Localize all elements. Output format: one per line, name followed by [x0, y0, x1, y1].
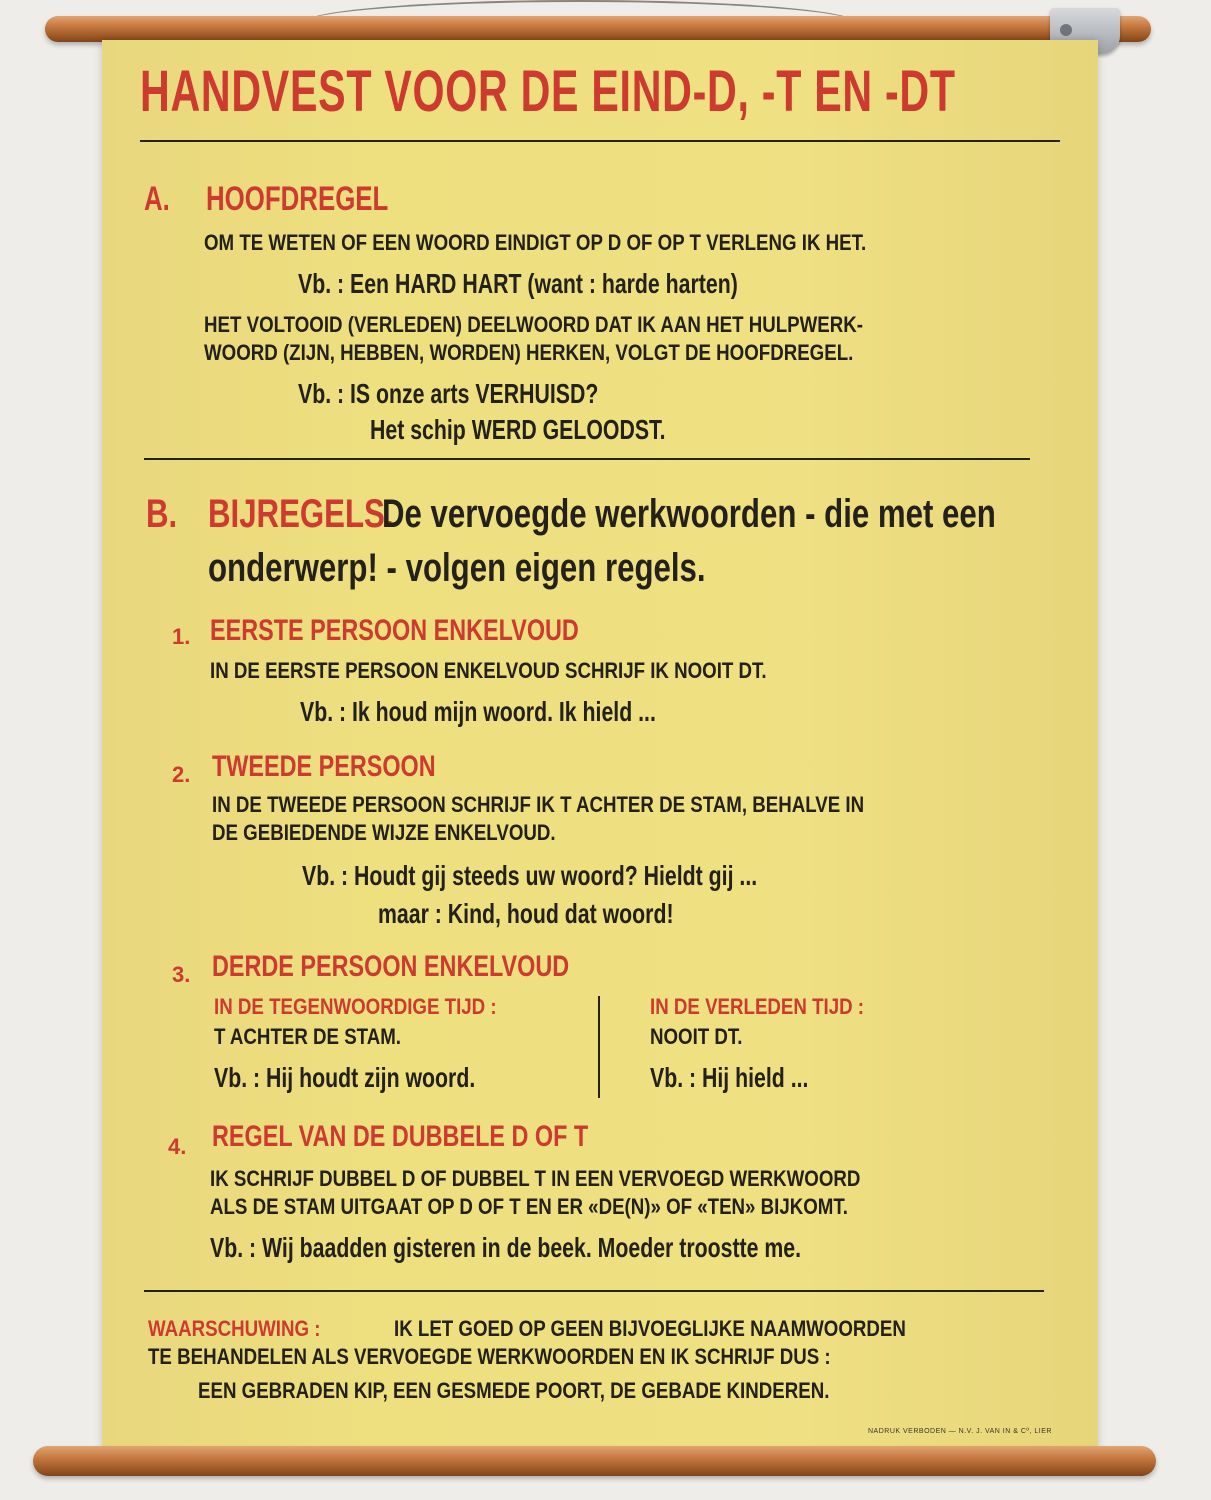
section-a-label: A. — [144, 180, 170, 218]
section-b-heading: BIJREGELS. — [208, 492, 394, 536]
bottom-wooden-rod — [33, 1446, 1156, 1476]
section-a-example-1: Vb. : Een HARD HART (want : harde harten) — [298, 268, 738, 299]
rule-3-right-text: NOOIT DT. — [650, 1024, 743, 1049]
rule-2-text-line-2: DE GEBIEDENDE WIJZE ENKELVOUD. — [212, 820, 556, 845]
rule-1-heading: EERSTE PERSOON ENKELVOUD — [210, 614, 579, 647]
rule-3-column-divider — [598, 996, 600, 1098]
warning-label: WAARSCHUWING : — [148, 1316, 321, 1341]
rule-3-right-example: Vb. : Hij hield ... — [650, 1062, 809, 1093]
rule-1-text: IN DE EERSTE PERSOON ENKELVOUD SCHRIJF IK NOOIT DT. — [210, 658, 767, 683]
rule-3-left-example: Vb. : Hij houdt zijn woord. — [214, 1062, 476, 1093]
section-b-intro-line-2: onderwerp! - volgen eigen regels. — [208, 546, 706, 590]
section-a-rule-2-line-2: WOORD (ZIJN, HEBBEN, WORDEN) HERKEN, VOLGT DE HOOFDREGEL. — [204, 340, 854, 365]
warning-line-2: TE BEHANDELEN ALS VERVOEGDE WERKWOORDEN EN IK SCHRIJF DUS : — [148, 1344, 831, 1369]
poster-sheet — [102, 40, 1098, 1450]
title-divider — [140, 140, 1060, 142]
rule-2-example-line-1: Vb. : Houdt gij steeds uw woord? Hieldt gij ... — [302, 860, 758, 891]
poster-title: HANDVEST VOOR DE EIND-D, -T EN -DT — [140, 59, 956, 124]
section-b-label: B. — [146, 492, 178, 536]
top-wooden-rod — [45, 16, 1151, 42]
section-a-divider — [144, 458, 1030, 460]
section-b-intro-line-1: De vervoegde werkwoorden - die met een — [382, 492, 996, 536]
rule-2-number: 2. — [172, 762, 191, 787]
rule-3-left-label: IN DE TEGENWOORDIGE TIJD : — [214, 994, 497, 1019]
section-a-example-2-line-2: Het schip WERD GELOODST. — [370, 414, 666, 445]
rule-2-example-line-2: maar : Kind, houd dat woord! — [378, 898, 674, 929]
publisher-footer: NADRUK VERBODEN — N.V. J. VAN IN & Cº, LIER — [868, 1428, 1052, 1435]
warning-line-1: IK LET GOED OP GEEN BIJVOEGLIJKE NAAMWOORDEN — [394, 1316, 906, 1341]
warning-line-3: EEN GEBRADEN KIP, EEN GESMEDE POORT, DE GEBADE KINDEREN. — [198, 1378, 830, 1403]
section-a-rule-2-line-1: HET VOLTOOID (VERLEDEN) DEELWOORD DAT IK AAN HET HULPWERK- — [204, 312, 864, 337]
warning-divider — [144, 1290, 1044, 1292]
rule-4-number: 4. — [168, 1134, 187, 1159]
rule-4-example: Vb. : Wij baadden gisteren in de beek. Moeder troostte me. — [210, 1232, 802, 1263]
rule-2-heading: TWEEDE PERSOON — [212, 750, 436, 783]
rule-2-text-line-1: IN DE TWEEDE PERSOON SCHRIJF IK T ACHTER DE STAM, BEHALVE IN — [212, 792, 865, 817]
section-a-heading: HOOFDREGEL — [206, 180, 389, 218]
section-a-example-2-line-1: Vb. : IS onze arts VERHUISD? — [298, 378, 599, 409]
rule-4-text-line-1: IK SCHRIJF DUBBEL D OF DUBBEL T IN EEN VERVOEGD WERKWOORD — [210, 1166, 861, 1191]
section-a-rule-1: OM TE WETEN OF EEN WOORD EINDIGT OP D OF OP T VERLENG IK HET. — [204, 230, 867, 255]
rule-3-heading: DERDE PERSOON ENKELVOUD — [212, 950, 570, 983]
rule-1-number: 1. — [172, 624, 191, 649]
rule-3-right-label: IN DE VERLEDEN TIJD : — [650, 994, 865, 1019]
rule-1-example: Vb. : Ik houd mijn woord. Ik hield ... — [300, 696, 656, 727]
rule-4-heading: REGEL VAN DE DUBBELE D OF T — [212, 1120, 589, 1153]
rule-4-text-line-2: ALS DE STAM UITGAAT OP D OF T EN ER «DE(N)» OF «TEN» BIJKOMT. — [210, 1194, 848, 1219]
rule-3-left-text: T ACHTER DE STAM. — [214, 1024, 401, 1049]
rule-3-number: 3. — [172, 962, 191, 987]
